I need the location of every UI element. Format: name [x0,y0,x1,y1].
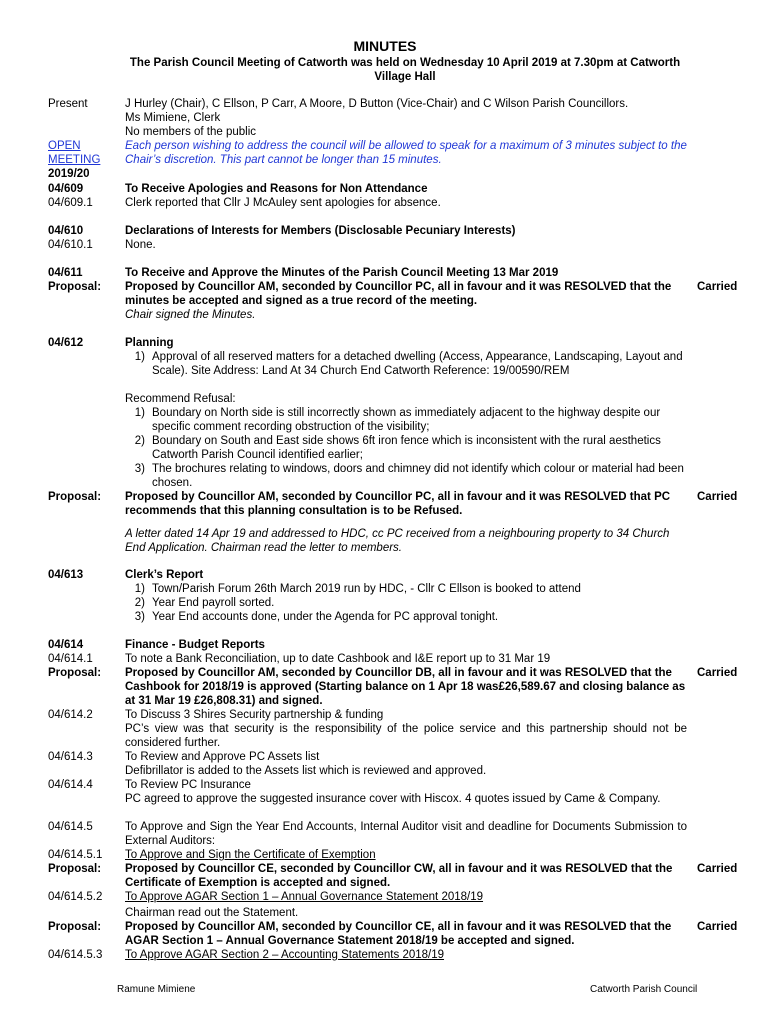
present-clerk: Ms Mimiene, Clerk [125,112,221,124]
recommend-label: Recommend Refusal: [125,393,236,405]
item-614-3-title: To Review and Approve PC Assets list [125,751,320,763]
item-614-4-ref: 04/614.4 [48,779,93,791]
open-meeting-link-1[interactable]: OPEN [48,140,81,152]
item-612-note: A letter dated 14 Apr 19 and addressed to HDC, cc PC received from a neighbouring property to 34 Church End Application. Chairman read the letter to members. [125,528,670,554]
item-611-proposal: Proposed by Councillor AM, seconded by Councillor PC, all in favour and it was RESOLVED that the minutes be accepted and signed as a true record of the meeting. [125,281,672,307]
item-612-result: Carried [697,491,738,503]
item-614-proposal-2: Proposed by Councillor CE, seconded by Councillor CW, all in favour and it was RESOLVED that the Certificate of Exemption is accepted and signed. [125,863,673,889]
item-611-ref: 04/611 [48,267,83,279]
item-614-3-ref: 04/614.3 [48,751,93,763]
item-614-proposal-3: Proposed by Councillor AM, seconded by Councillor CE, all in favour and it was RESOLVED that the AGAR Section 1 – Annual Governance Statement 2018/19 be accepted and signed. [125,921,672,947]
item-610-1-ref: 04/610.1 [48,239,93,251]
list-item: 1) Boundary on North side is still incorrectly shown as immediately adjacent to the highway despite our specific comment recording obstruction of the visibility; [134,407,661,433]
planning-application [125,350,687,378]
item-614-4-text: PC agreed to approve the suggested insurance cover with Hiscox. 4 quotes issued by Came & Company. [125,793,661,805]
refusal-reasons [125,406,687,490]
item-610-heading: Declarations of Interests for Members (Disclosable Pecuniary Interests) [125,225,516,237]
item-611-result: Carried [697,281,738,293]
list-item: 2) Year End payroll sorted. [134,597,275,609]
list-item: 3) The brochures relating to windows, doors and chimney did not identify which colour or material had been chosen. [134,463,684,489]
item-614-5-2-ref: 04/614.5.2 [48,891,103,903]
item-614-5-2-text: To Approve AGAR Section 1 – Annual Governance Statement 2018/19 [125,891,484,903]
item-614-proposal-3-label: Proposal: [48,921,102,933]
item-614-2-text: PC’s view was that security is the responsibility of the police service and this partnership should not be considered further. [125,723,687,749]
page-subtitle: The Parish Council Meeting of Catworth was held on Wednesday 10 April 2019 at 7.30pm at Catworth Village Hall [129,57,681,83]
present-public: No members of the public [125,126,257,138]
footer-author: Ramune Mimiene [117,984,196,995]
item-614-result-2: Carried [697,863,738,875]
item-610-1-text: None. [125,239,156,251]
item-614-2-ref: 04/614.2 [48,709,93,721]
open-meeting-link-2[interactable]: MEETING [48,154,101,166]
item-609-1-text: Clerk reported that Cllr J McAuley sent apologies for absence. [125,197,441,209]
list-item: 1) Approval of all reserved matters for a detached dwelling (Access, Appearance, Landscaping, Layout and Scale). Site Address: Land At 34 Church End Catworth Reference: 19/00590/REM [134,351,683,377]
item-612-proposal-label: Proposal: [48,491,102,503]
item-614-1-text: To note a Bank Reconciliation, up to date Cashbook and I&E report up to 31 Mar 19 [125,653,551,665]
item-614-5-1-text: To Approve and Sign the Certificate of Exemption [125,849,376,861]
item-614-proposal-1: Proposed by Councillor AM, seconded by Councillor DB, all in favour and it was RESOLVED that the Cashbook for 2018/19 is approved (Starting balance on 1 Apr 18 was£26,589.67 and closing balance as at 31 Mar 19 £26,808.31) and signed. [125,667,686,707]
item-612-ref: 04/612 [48,337,84,349]
item-611-note: Chair signed the Minutes. [125,309,256,321]
item-614-3-text: Defibrillator is added to the Assets list which is reviewed and approved. [125,765,487,777]
item-612-heading: Planning [125,337,174,349]
item-614-5-1-ref: 04/614.5.1 [48,849,103,861]
present-attendees: J Hurley (Chair), C Ellson, P Carr, A Moore, D Button (Vice-Chair) and C Wilson Parish Councillors. [125,98,629,110]
item-614-4-title: To Review PC Insurance [125,779,251,791]
item-614-5-ref: 04/614.5 [48,821,93,833]
item-609-ref: 04/609 [48,183,84,195]
item-610-ref: 04/610 [48,225,84,237]
item-611-heading: To Receive and Approve the Minutes of the Parish Council Meeting 13 Mar 2019 [125,267,559,279]
item-611-proposal-label: Proposal: [48,281,102,293]
clerk-report-list [125,582,687,624]
item-609-heading: To Receive Apologies and Reasons for Non Attendance [125,183,428,195]
item-614-5-3-text: To Approve AGAR Section 2 – Accounting Statements 2018/19 [125,949,445,961]
list-item: 3) Year End accounts done, under the Agenda for PC approval tonight. [134,611,499,623]
present-label: Present [48,98,88,110]
item-614-5-2-note: Chairman read out the Statement. [125,907,299,919]
open-meeting-text: Each person wishing to address the council will be allowed to speak for a maximum of 3 minutes subject to the Chair’s discretion. This part cannot be longer than 15 minutes. [125,140,687,166]
item-613-ref: 04/613 [48,569,84,581]
item-609-1-ref: 04/609.1 [48,197,93,209]
item-613-heading: Clerk’s Report [125,569,204,581]
item-614-ref: 04/614 [48,639,84,651]
item-612-proposal: Proposed by Councillor AM, seconded by Councillor PC, all in favour and it was RESOLVED that PC recommends that this planning consultation is to be Refused. [125,491,671,517]
list-item: 2) Boundary on South and East side shows 6ft iron fence which is inconsistent with the rural aesthetics Catworth Parish Council identified earlier; [134,435,661,461]
footer-council: Catworth Parish Council [590,984,698,995]
item-614-heading: Finance - Budget Reports [125,639,265,651]
item-614-result-1: Carried [697,667,738,679]
item-614-5-3-ref: 04/614.5.3 [48,949,103,961]
open-meeting-year: 2019/20 [48,168,90,180]
item-614-proposal-2-label: Proposal: [48,863,102,875]
item-614-2-title: To Discuss 3 Shires Security partnership & funding [125,709,384,721]
item-614-result-3: Carried [697,921,738,933]
item-614-5-text: To Approve and Sign the Year End Accounts, Internal Auditor visit and deadline for Documents Submission to External Auditors: [125,821,687,847]
item-614-1-ref: 04/614.1 [48,653,93,665]
page-title: MINUTES [353,38,417,54]
list-item: 1) Town/Parish Forum 26th March 2019 run by HDC, - Cllr C Ellson is booked to attend [134,583,581,595]
item-614-proposal-1-label: Proposal: [48,667,102,679]
